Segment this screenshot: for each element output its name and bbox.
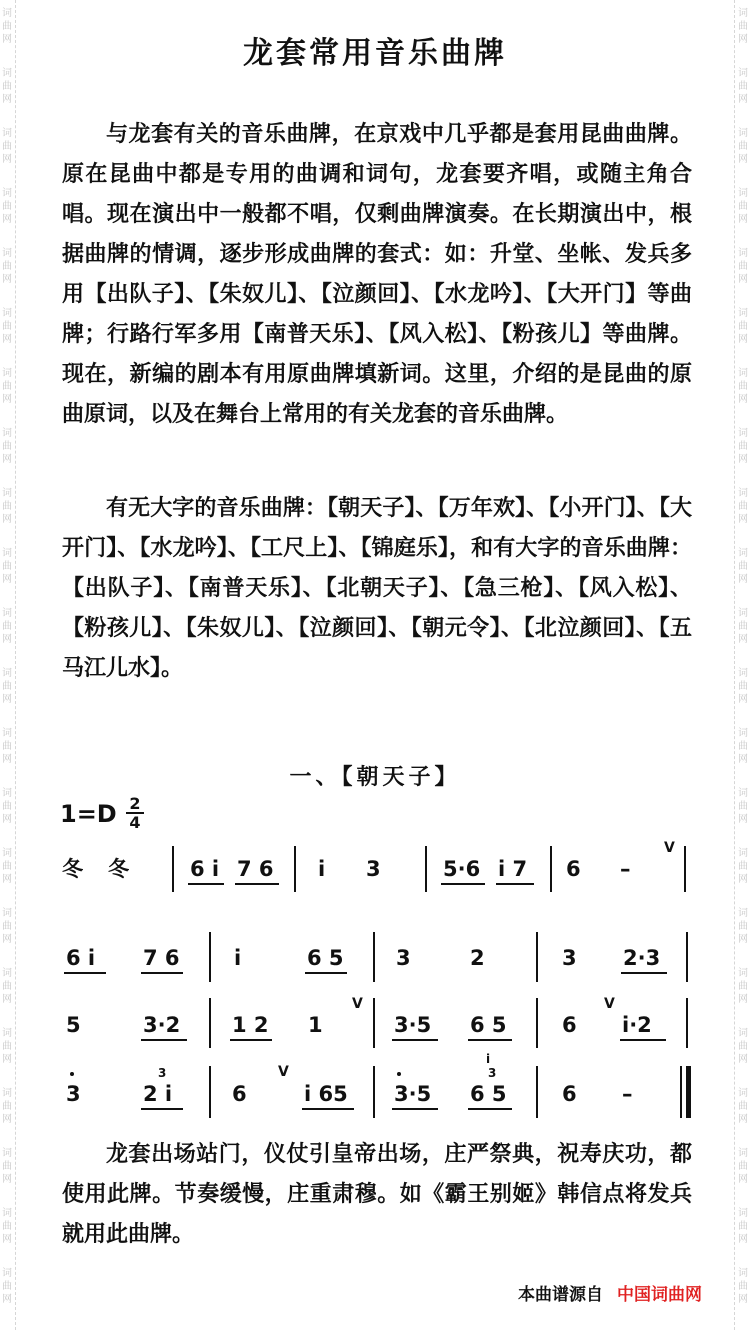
watermark-char: 网 (2, 1234, 12, 1245)
watermark-char: 曲 (738, 1221, 748, 1232)
watermark-char: 词 (738, 68, 748, 79)
watermark-char: 词 (2, 368, 12, 379)
score-note: i 7 (498, 857, 528, 881)
score-note: 6 5 (307, 946, 344, 970)
source-label: 本曲谱源自 (518, 1285, 603, 1305)
watermark-char: 网 (2, 754, 12, 765)
watermark-char: 曲 (2, 981, 12, 992)
breath-mark: V (352, 996, 363, 1012)
watermark-char: 词 (738, 428, 748, 439)
watermark-char: 曲 (2, 81, 12, 92)
watermark-char: 网 (738, 334, 748, 345)
watermark-char: 网 (2, 1114, 12, 1125)
watermark-char: 词 (2, 728, 12, 739)
watermark-char: 词 (2, 188, 12, 199)
watermark-char: 曲 (738, 261, 748, 272)
watermark-char: 曲 (738, 1101, 748, 1112)
watermark-char: 词 (2, 488, 12, 499)
score-note: i (318, 857, 326, 881)
watermark-char: 词 (2, 128, 12, 139)
watermark-char: 词 (738, 8, 748, 19)
score-note: 2·3 (623, 946, 661, 970)
watermark-char: 曲 (2, 201, 12, 212)
watermark-char: 词 (738, 968, 748, 979)
qupai-list-paragraph: 有无大字的音乐曲牌：【朝天子】、【万年欢】、【小开门】、【大开门】、【水龙吟】、【工尺上】、【锦庭乐】，和有大字的音乐曲牌：【出队子】、【南普天乐】、【北朝天子】、【急三枪】、【风入松】、【粉孩儿】、【朱奴儿】、【泣颜回】、【朝元令】、【北泣颜回】、【五马江儿水】。 (62, 495, 692, 681)
watermark-char: 曲 (2, 381, 12, 392)
watermark-char: 网 (2, 154, 12, 165)
watermark-char: 网 (738, 634, 748, 645)
source-credit (518, 1280, 702, 1305)
grace-note: 3 (158, 1066, 167, 1080)
watermark-char: 曲 (738, 741, 748, 752)
score-note: 6 (232, 1082, 247, 1106)
watermark-char: 网 (738, 1234, 748, 1245)
score-note: – (622, 1082, 633, 1106)
watermark-char: 网 (2, 994, 12, 1005)
watermark-char: 曲 (2, 501, 12, 512)
watermark-char: 曲 (2, 1161, 12, 1172)
watermark-char: 网 (2, 934, 12, 945)
watermark-char: 词 (738, 308, 748, 319)
watermark-char: 曲 (2, 681, 12, 692)
watermark-char: 网 (2, 574, 12, 585)
score-note: 7 6 (143, 946, 180, 970)
breath-mark: V (604, 996, 615, 1012)
watermark-char: 网 (738, 394, 748, 405)
watermark-char: 曲 (738, 621, 748, 632)
watermark-char: 曲 (2, 141, 12, 152)
watermark-char: 曲 (2, 561, 12, 572)
score-note: 3 (366, 857, 381, 881)
time-signature (125, 795, 145, 831)
score-note: 3 (66, 1082, 81, 1106)
watermark-char: 词 (738, 1208, 748, 1219)
watermark-char: 网 (2, 694, 12, 705)
watermark-char: 网 (738, 1114, 748, 1125)
watermark-char: 曲 (738, 441, 748, 452)
watermark-char: 曲 (2, 261, 12, 272)
watermark-char: 词 (738, 728, 748, 739)
watermark-char: 词 (738, 1088, 748, 1099)
watermark-char: 网 (738, 514, 748, 525)
watermark-char: 曲 (2, 741, 12, 752)
watermark-char: 词 (2, 1208, 12, 1219)
watermark-char: 曲 (2, 1041, 12, 1052)
watermark-char: 网 (738, 754, 748, 765)
watermark-char: 曲 (738, 1041, 748, 1052)
watermark-char: 词 (738, 368, 748, 379)
section-title: 一、【朝天子】 (289, 764, 461, 790)
watermark-char: 网 (2, 1054, 12, 1065)
watermark-char: 词 (738, 788, 748, 799)
watermark-char: 网 (738, 1294, 748, 1305)
watermark-char: 网 (2, 454, 12, 465)
watermark-char: 词 (2, 1028, 12, 1039)
watermark-char: 词 (2, 68, 12, 79)
watermark-char: 曲 (2, 621, 12, 632)
watermark-char: 曲 (2, 1221, 12, 1232)
score-note: – (620, 857, 631, 881)
watermark-char: 词 (2, 548, 12, 559)
grace-note: 3 (488, 1066, 497, 1080)
description-paragraph: 龙套出场站门，仪仗引皇帝出场，庄严祭典，祝寿庆功，都使用此牌。节奏缓慢，庄重肃穆。如《霸王别姬》韩信点将发兵就用此曲牌。 (62, 1141, 692, 1247)
watermark-char: 网 (738, 994, 748, 1005)
time-signature-bottom: 4 (129, 813, 141, 832)
watermark-char: 曲 (738, 561, 748, 572)
watermark-char: 网 (738, 574, 748, 585)
watermark-char: 曲 (738, 21, 748, 32)
watermark-char: 词 (2, 428, 12, 439)
watermark-char: 词 (2, 248, 12, 259)
watermark-char: 词 (2, 848, 12, 859)
watermark-char: 词 (2, 608, 12, 619)
breath-mark: V (664, 840, 675, 856)
score-note: 3·5 (394, 1082, 432, 1106)
score-note: 冬 (108, 857, 129, 881)
breath-mark: V (278, 1064, 289, 1080)
watermark-char: 词 (738, 128, 748, 139)
watermark-char: 网 (2, 334, 12, 345)
watermark-char: 网 (738, 34, 748, 45)
watermark-char: 词 (2, 968, 12, 979)
watermark-char: 曲 (738, 681, 748, 692)
watermark-char: 词 (2, 788, 12, 799)
watermark-char: 词 (738, 248, 748, 259)
watermark-char: 网 (2, 514, 12, 525)
watermark-char: 网 (738, 1054, 748, 1065)
watermark-char: 词 (738, 548, 748, 559)
score-note: 6 i (190, 857, 220, 881)
score-note: i·2 (622, 1013, 652, 1037)
watermark-char: 曲 (2, 861, 12, 872)
watermark-char: 网 (2, 214, 12, 225)
watermark-char: 网 (738, 94, 748, 105)
watermark-char: 曲 (2, 1281, 12, 1292)
watermark-char: 词 (738, 908, 748, 919)
watermark-char: 词 (738, 848, 748, 859)
watermark-char: 曲 (738, 981, 748, 992)
key-signature: 1=D (60, 800, 117, 828)
watermark-char: 词 (738, 1268, 748, 1279)
watermark-char: 网 (738, 214, 748, 225)
score-note: 3 (396, 946, 411, 970)
watermark-char: 网 (2, 1174, 12, 1185)
score-note: 6 (562, 1013, 577, 1037)
watermark-char: 词 (738, 668, 748, 679)
watermark-char: 网 (2, 94, 12, 105)
watermark-char: 词 (2, 1088, 12, 1099)
watermark-char: 曲 (738, 921, 748, 932)
watermark-char: 曲 (738, 141, 748, 152)
score-note: 1 2 (232, 1013, 269, 1037)
watermark-char: 网 (738, 934, 748, 945)
right-watermark-strip (736, 0, 750, 1330)
grace-note: i (486, 1052, 491, 1066)
watermark-char: 曲 (738, 801, 748, 812)
watermark-char: 网 (738, 694, 748, 705)
watermark-char: 曲 (2, 321, 12, 332)
watermark-char: 词 (738, 488, 748, 499)
watermark-char: 曲 (2, 801, 12, 812)
score-note: 3 (562, 946, 577, 970)
watermark-char: 曲 (738, 321, 748, 332)
watermark-char: 网 (2, 34, 12, 45)
watermark-char: 词 (2, 908, 12, 919)
watermark-char: 词 (738, 1148, 748, 1159)
watermark-char: 曲 (738, 861, 748, 872)
brand-link[interactable]: 中国词曲网 (617, 1285, 702, 1305)
score-note: 3·5 (394, 1013, 432, 1037)
watermark-char: 词 (2, 1148, 12, 1159)
watermark-char: 曲 (738, 501, 748, 512)
intro-paragraph: 与龙套有关的音乐曲牌，在京戏中几乎都是套用昆曲曲牌。原在昆曲中都是专用的曲调和词句，龙套要齐唱，或随主角合唱。现在演出中一般都不唱，仅剩曲牌演奏。在长期演出中，根据曲牌的情调，逐步形成曲牌的套式：如：升堂、坐帐、发兵多用【出队子】、【朱奴儿】、【泣颜回】、【水龙吟】、【大开门】等曲牌；行路行军多用【南普天乐】、【风入松】、【粉孩儿】等曲牌。现在，新编的剧本有用原曲牌填新词。这里，介绍的是昆曲的原曲原词，以及在舞台上常用的有关龙套的音乐曲牌。 (62, 121, 692, 427)
score-note: 6 i (66, 946, 96, 970)
score-note: 7 6 (237, 857, 274, 881)
watermark-char: 网 (738, 1174, 748, 1185)
score-note: 5·6 (443, 857, 481, 881)
watermark-char: 词 (738, 1028, 748, 1039)
watermark-char: 网 (2, 1294, 12, 1305)
score-note: 2 (470, 946, 485, 970)
left-watermark-strip (0, 0, 14, 1330)
watermark-char: 网 (2, 814, 12, 825)
watermark-char: 曲 (2, 1101, 12, 1112)
watermark-char: 曲 (738, 81, 748, 92)
watermark-char: 网 (738, 814, 748, 825)
watermark-char: 曲 (738, 201, 748, 212)
score-note: 3·2 (143, 1013, 181, 1037)
score-note: 6 5 (470, 1082, 507, 1106)
score-note: 6 5 (470, 1013, 507, 1037)
score-note: i 65 (304, 1082, 348, 1106)
watermark-char: 网 (2, 874, 12, 885)
watermark-char: 曲 (2, 21, 12, 32)
watermark-char: 网 (2, 634, 12, 645)
watermark-char: 网 (738, 274, 748, 285)
page-title: 龙套常用音乐曲牌 (243, 36, 507, 71)
watermark-char: 曲 (738, 1161, 748, 1172)
watermark-char: 曲 (738, 381, 748, 392)
watermark-char: 网 (738, 454, 748, 465)
watermark-char: 词 (2, 1268, 12, 1279)
score-note: 6 (566, 857, 581, 881)
watermark-char: 网 (738, 154, 748, 165)
watermark-char: 词 (2, 308, 12, 319)
score-note: 2 i (143, 1082, 173, 1106)
watermark-char: 网 (2, 274, 12, 285)
watermark-char: 词 (738, 188, 748, 199)
watermark-char: 网 (2, 394, 12, 405)
score-note: 1 (308, 1013, 323, 1037)
time-signature-top: 2 (129, 794, 141, 813)
watermark-char: 曲 (2, 441, 12, 452)
watermark-char: 词 (2, 668, 12, 679)
score-note: i (234, 946, 242, 970)
score-note: 冬 (62, 857, 83, 881)
score-note: 6 (562, 1082, 577, 1106)
watermark-char: 词 (738, 608, 748, 619)
watermark-char: 词 (2, 8, 12, 19)
watermark-char: 曲 (2, 921, 12, 932)
watermark-char: 曲 (738, 1281, 748, 1292)
watermark-char: 网 (738, 874, 748, 885)
score-note: 5 (66, 1013, 81, 1037)
